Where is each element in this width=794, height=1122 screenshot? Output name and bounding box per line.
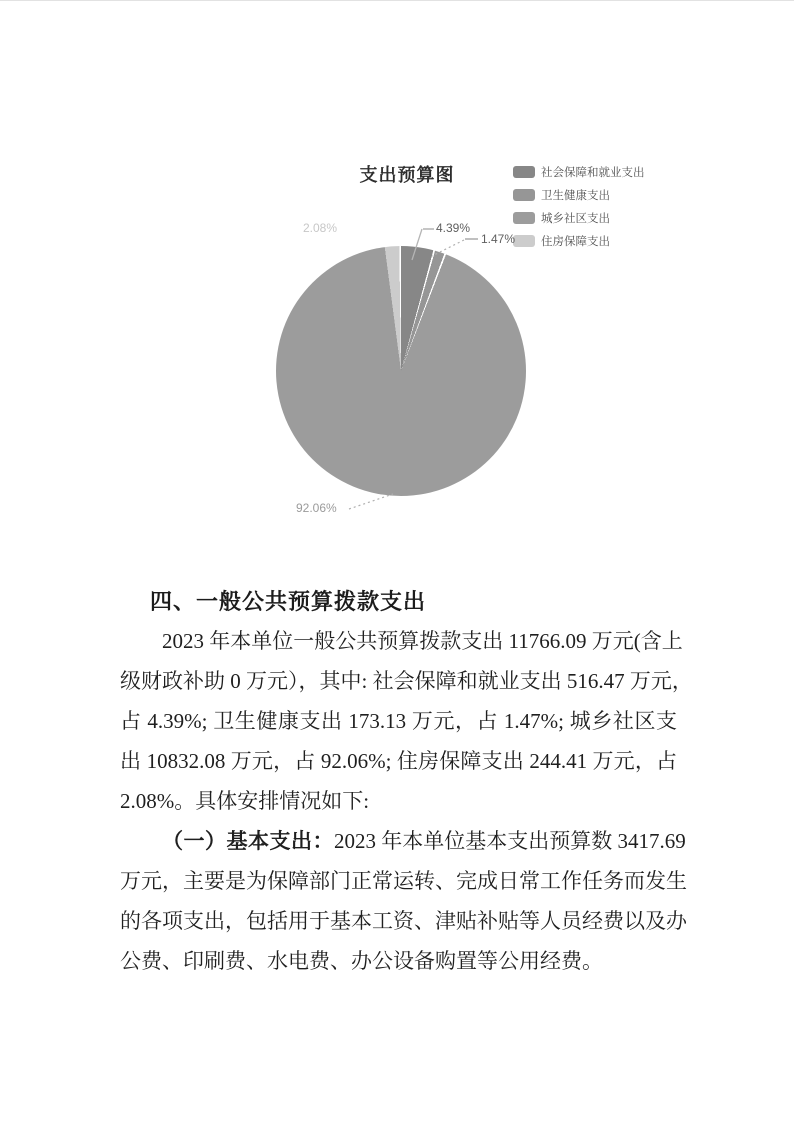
paragraph-line: 的各项支出，包括用于基本工资、津贴补贴等人员经费以及办: [120, 909, 687, 933]
paragraph-bold-lead: （一）基本支出：: [162, 829, 334, 853]
legend-item-health: [513, 183, 645, 206]
legend-swatch-health: [513, 189, 535, 201]
legend-swatch-social: [513, 166, 535, 178]
pie-label-health: 1.47%: [481, 232, 516, 246]
legend-label: 社会保障和就业支出: [541, 166, 645, 179]
legend-swatch-housing: [513, 235, 535, 247]
paragraph-line: 级财政补助 0 万元），其中: 社会保障和就业支出 516.47 万元，: [120, 669, 693, 693]
legend-item-community: [513, 206, 645, 229]
paragraph-line-text: 2023 年本单位基本支出预算数 3417.69: [334, 829, 686, 853]
paragraph-line: 2023 年本单位一般公共预算拨款支出 11766.09 万元(含上: [162, 629, 683, 653]
section-heading: 四、一般公共预算拨款支出: [150, 589, 427, 614]
pie-label-social: 4.39%: [436, 221, 471, 235]
pie-chart: [276, 246, 526, 496]
legend-item-housing: [513, 229, 645, 252]
paragraph-line: 公费、印刷费、水电费、办公设备购置等公用经费。: [120, 949, 603, 973]
paragraph-line: 万元，主要是为保障部门正常运转、完成日常工作任务而发生: [120, 869, 687, 893]
chart-legend: [513, 160, 645, 252]
chart-title: 支出预算图: [359, 165, 455, 185]
paragraph-line: 占 4.39%; 卫生健康支出 173.13 万元，占 1.47%; 城乡社区支: [120, 709, 677, 733]
legend-swatch-community: [513, 212, 535, 224]
legend-label: 城乡社区支出: [541, 212, 610, 225]
pie-label-community: 92.06%: [296, 501, 337, 515]
legend-label: 住房保障支出: [541, 235, 610, 248]
paragraph-line: 出 10832.08 万元，占 92.06%; 住房保障支出 244.41 万元，占: [120, 749, 677, 773]
paragraph-line: [120, 821, 686, 861]
body-text: [120, 621, 693, 981]
paragraph-line: 2.08%。具体安排情况如下:: [120, 789, 370, 813]
legend-label: 卫生健康支出: [541, 189, 610, 202]
legend-item-social: [513, 160, 645, 183]
pie-label-housing: 2.08%: [303, 221, 338, 235]
